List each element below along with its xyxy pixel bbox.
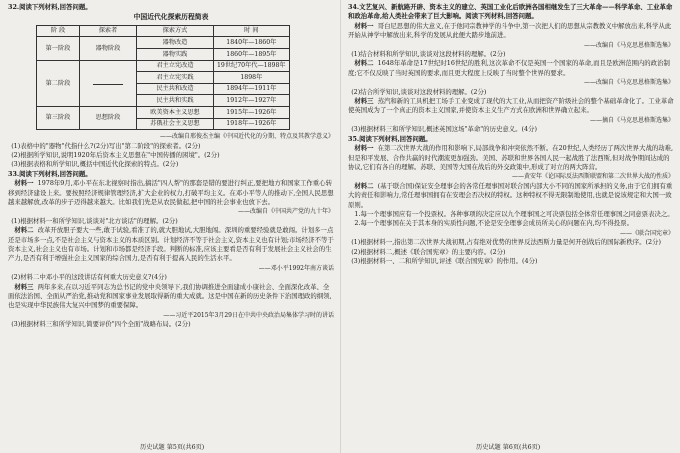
header-time: 时 间 [214,25,290,37]
right-page [348,3,674,266]
stage-2-explorer-blank [80,60,137,106]
method-cell: 器物改造 [137,37,214,49]
answer-blank [93,84,123,85]
page-divider [340,0,341,453]
material-text: 在第二次世界大战的作用和影响下,局部战争和冲突依然不断。在20世纪,人类经历了两次世界大战的劫难,但是和平发展、合作共赢的时代潮流更加强劲。美国、苏联和世界各国人民一起战胜了法西斯,但对战争期间达成的协议,它们有各自的理解。苏联、美国等大国在战后的外交政策中,形成了对立的两大阵营。 [348,144,674,171]
q35-material-2 [348,182,674,210]
time-cell: 1898年 [214,72,290,84]
method-cell: 民主共和实践 [137,95,214,107]
q35-sub2: (2)根据材料二,概述《联合国宪章》的主要内容。(2分) [351,247,506,256]
material-text: (基于联合国)保证安全理事会的各常任理事国对联合国内部大小不同的国家所承担的义务,由于它们拥有重大的责任和影响力,常任理事国拥有在安理会否决权的特权。这种特权不得无限制地使用,也就是说该规定和大国一致原则。 [348,181,673,209]
stage-1-cell: 第一阶段 [37,37,80,60]
q33-mat2-source: ——邓小平1992年南方谈话 [258,264,334,272]
table-source: ——改编自邢俊杰主编《中国近代化的分期、特点及其教学意义》 [159,133,334,141]
material-label: 材料二 [14,226,34,235]
header-stage: 阶 段 [37,25,80,37]
q33-sub2: (2)材料二中邓小平的这段讲话有何重大历史意义?(4分) [11,273,167,282]
q33-sub3: (3)根据材料三和所学知识,简要评价"四个全面"战略布局。(2分) [11,320,191,329]
q33-mat3-source: ——习近平2015年3月29日在中共中央政治局集体学习时的讲话 [163,311,334,319]
q34-material-2 [348,59,674,78]
method-cell: 苏俄社会主义思想 [137,118,214,130]
page-footer-left: 历史试题 第5页(共6页) [140,444,205,451]
time-cell: 19世纪70年代—1898年 [214,60,290,72]
q35-stem: 35.阅读下列材料,回答问题。 [348,134,432,143]
method-cell: 君主立宪实践 [137,72,214,84]
material-text: 哥白尼思想的伟大意义,在于他同宗教神学的斗争中,第一次把人们的思想从宗教教义中解放出来,科学从此开始从神学中解放出来,科学的发展从此便大踏步地前进。 [348,21,672,40]
q34-sub1: (1)结合材料和所学知识,谈谈对这段材料的理解。(2分) [351,50,506,59]
method-cell: 欧美资本主义思想 [137,106,214,118]
material-label: 材料二 [354,59,374,68]
q32-sub3: (3)根据表格和所学知识,概括中国近代化探索的特点。(2分) [11,160,179,169]
material-text: 改革开放胆子要大一些,敢于试验,看准了的,就大胆地试,大胆地闯。深圳的重要经验就是敢闯。计划多一点还是市场多一点,不是社会主义与资本主义的本质区别。计划经济不等于社会主义,资本主义也有计划;市场经济不等于资本主义,社会主义也有市场。计划和市场都是经济手段。判断的标准,应该主要看是否有利于发展社会主义社会的生产力,是否有利于增强社会主义国家的综合国力,是否有利于提高人民的生活水平。 [8,226,334,263]
material-text: 1648年革命是17世纪时16世纪的胜利,这次革命不仅是英国一个国家的革命,而且是欧洲范围内的政治制度;它不仅反映了当时英国的要求,而且更大程度上反映了当时整个世界的要求。 [348,59,670,77]
left-page [8,3,334,330]
time-cell: 1918年—1926年 [214,118,290,130]
header-method: 探索方式 [137,25,214,37]
material-label: 材料二 [354,181,374,190]
page-footer-right: 历史试题 第6页(共6页) [476,444,541,451]
q35-sub3: (3)根据材料一、二和所学知识,评述《联合国宪章》的作用。(4分) [351,256,538,265]
q35-sub1: (1)根据材料一,指出第二次世界大战初期,占有绝对优势的世界反法西斯力量是何开创战后的国际新秩序。(2分) [351,238,661,247]
time-cell: 1860年—1895年 [214,49,290,61]
q35-material-1 [348,144,674,172]
q33-material-3 [8,283,334,311]
q32-stem: 32.阅读下列材料,回答问题。 [8,3,92,11]
time-cell: 1840年—1860年 [214,37,290,49]
q35-charter-clause-2: 2.每一个理事国在关于其本身的实质性问题,不论是安全理事会成员所关心的问题在内,均不得投票。 [354,219,633,228]
material-label: 材料三 [354,97,374,106]
material-label: 材料一 [14,179,34,188]
table-row [37,106,290,118]
q32-sub2: (2)根据所学知识,说明1920年后资本主义思想在"中国传播的困境"。(2分) [11,150,220,159]
q35-mat1-source: ——黄安年《论国际反法西斯联盟和第二次世界大战的性质》 [511,173,674,181]
stage-3-explorer: 思想阶段 [80,106,137,129]
table-title: 中国近代化探索历程简表 [133,13,209,22]
q35-mat2-source: ——《联合国宪章》 [619,229,674,237]
method-cell: 君主立宪改造 [137,60,214,72]
header-explorer: 探索者 [80,25,137,37]
material-text: 两年多来,在以习近平同志为总书记的党中央领导下,我们协调推进全面建成小康社会、全面深化改革、全面依法治国、全面从严治党,推动党和国家事业发展取得新的重大成就。这是中国在新的历史条件下治国理政的纲领,也是实现中华民族伟大复兴中国梦的重要保障。 [8,282,332,310]
q34-sub2: (2)结合所学知识,谈谈对这段材料的理解。(2分) [351,87,487,96]
table-row [37,37,290,49]
q35-charter-clause-1: 1.每一个理事国应有一个投票权。各种事项的决定应以九个理事国之可决票包括全体常任理事国之同意票表决之。 [354,209,674,218]
time-cell: 1912年—1927年 [214,95,290,107]
material-text: 蒸汽和新的工具机把工场手工业变成了现代的大工业,从而把资产阶级社会的整个基础革命化了。工业革命使英国成为了一个真正的资本主义国家,并使资本主义生产方式在欧洲和世界确立起来。 [348,97,674,115]
q34-material-1 [348,22,674,41]
history-table [36,25,290,130]
q34-sub3: (3)根据材料三和所学知识,概述英国这场"革命"的历史意义。(4分) [351,125,537,134]
q34-mat1-source: ——改编自《马克思恩格斯选集》 [583,41,674,49]
method-cell: 器物实践 [137,49,214,61]
stage-1-explorer: 器物阶段 [80,37,137,60]
q34-mat2-source: ——改编自《马克思恩格斯选集》 [583,79,674,87]
q34-stem: 34.文艺复兴、新航路开辟、资本主义的建立、英国工业化后欧洲各国相继发生了三大革命——科学革命、工业革命和政治革命,给人类社会带来了巨大影响。阅读下列材料,回答问题。 [348,3,673,21]
q33-sub1: (1)根据材料一和所学知识,谈谈对"北方谈话"的理解。(2分) [11,216,178,225]
stage-2-cell: 第二阶段 [37,60,80,106]
q33-material-2 [8,226,334,264]
time-cell: 1915年—1926年 [214,106,290,118]
material-label: 材料一 [354,144,374,153]
material-label: 材料一 [354,21,374,30]
table-header-row [37,25,290,37]
q32-sub1: (1)表格中的"器物"代指什么?(2分)写出"第二阶段"的探索者。(2分) [11,141,201,150]
q34-mat3-source: ——摘自《马克思恩格斯选集》 [589,116,674,124]
q33-material-1 [8,179,334,207]
material-label: 材料三 [14,282,34,291]
table-row [37,60,290,72]
method-cell: 民主共和改造 [137,83,214,95]
q33-mat1-source: ——改编自《中国共产党的九十年》 [237,208,334,216]
material-text: 1978年9月,邓小平在东北视察时指出,搞活"四人帮"的那套是错的要进行纠正,要把地方和国家工作重心转移到经济建设上来。要按照经济规律管理经济,扩大企业的权力,打破平均主义。在邓小平等人的推动下,全国人民思想越来越解放,改革的步子迈得越来越大。比如我们先是从农民做起,把中国的社会事业也放下去。 [8,179,334,206]
time-cell: 1894年—1911年 [214,83,290,95]
q33-stem: 33.阅读下列材料,回答问题。 [8,169,92,178]
stage-3-cell: 第三阶段 [37,106,80,129]
q34-material-3 [348,97,674,116]
